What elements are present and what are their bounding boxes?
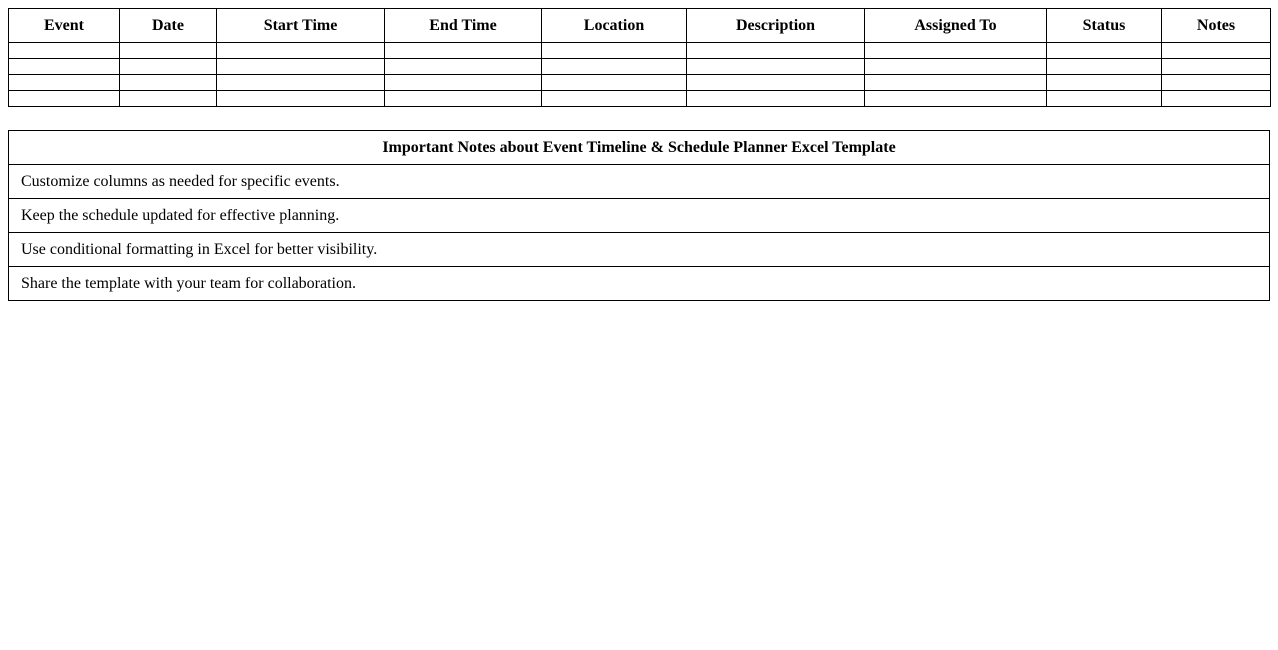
table-cell[interactable] — [1047, 75, 1162, 91]
table-cell[interactable] — [1047, 43, 1162, 59]
table-cell[interactable] — [385, 43, 542, 59]
schedule-header-row — [9, 9, 1271, 43]
table-cell[interactable] — [865, 91, 1047, 107]
notes-row — [9, 199, 1270, 233]
table-cell[interactable] — [1162, 91, 1271, 107]
column-header-end-time: End Time — [385, 9, 542, 43]
table-cell[interactable] — [9, 75, 120, 91]
table-cell[interactable] — [217, 91, 385, 107]
table-cell[interactable] — [687, 75, 865, 91]
table-cell[interactable] — [687, 43, 865, 59]
table-cell[interactable] — [120, 59, 217, 75]
table-cell[interactable] — [217, 59, 385, 75]
column-header-start-time: Start Time — [217, 9, 385, 43]
table-row — [9, 75, 1271, 91]
table-cell[interactable] — [865, 75, 1047, 91]
table-cell[interactable] — [1162, 59, 1271, 75]
table-cell[interactable] — [865, 59, 1047, 75]
table-cell[interactable] — [217, 43, 385, 59]
column-header-event: Event — [9, 9, 120, 43]
table-cell[interactable] — [1162, 43, 1271, 59]
table-cell[interactable] — [1047, 91, 1162, 107]
table-cell[interactable] — [385, 91, 542, 107]
note-item: Customize columns as needed for specific events. — [9, 165, 1270, 199]
table-row — [9, 91, 1271, 107]
column-header-status: Status — [1047, 9, 1162, 43]
table-row — [9, 59, 1271, 75]
column-header-notes: Notes — [1162, 9, 1271, 43]
table-cell[interactable] — [1162, 75, 1271, 91]
table-cell[interactable] — [385, 59, 542, 75]
table-cell[interactable] — [542, 91, 687, 107]
table-cell[interactable] — [9, 91, 120, 107]
table-cell[interactable] — [542, 43, 687, 59]
notes-header-row — [9, 131, 1270, 165]
column-header-assigned-to: Assigned To — [865, 9, 1047, 43]
table-cell[interactable] — [9, 43, 120, 59]
table-cell[interactable] — [1047, 59, 1162, 75]
notes-row — [9, 165, 1270, 199]
notes-table — [8, 130, 1270, 301]
table-cell[interactable] — [865, 43, 1047, 59]
table-cell[interactable] — [542, 59, 687, 75]
table-cell[interactable] — [385, 75, 542, 91]
table-cell[interactable] — [687, 91, 865, 107]
table-cell[interactable] — [687, 59, 865, 75]
column-header-description: Description — [687, 9, 865, 43]
notes-row — [9, 267, 1270, 301]
table-cell[interactable] — [9, 59, 120, 75]
note-item: Keep the schedule updated for effective planning. — [9, 199, 1270, 233]
column-header-date: Date — [120, 9, 217, 43]
table-cell[interactable] — [120, 75, 217, 91]
table-cell[interactable] — [120, 91, 217, 107]
schedule-table — [8, 8, 1271, 107]
table-cell[interactable] — [217, 75, 385, 91]
table-row — [9, 43, 1271, 59]
column-header-location: Location — [542, 9, 687, 43]
notes-row — [9, 233, 1270, 267]
notes-title: Important Notes about Event Timeline & Schedule Planner Excel Template — [9, 131, 1270, 165]
note-item: Share the template with your team for collaboration. — [9, 267, 1270, 301]
table-cell[interactable] — [542, 75, 687, 91]
note-item: Use conditional formatting in Excel for better visibility. — [9, 233, 1270, 267]
table-cell[interactable] — [120, 43, 217, 59]
